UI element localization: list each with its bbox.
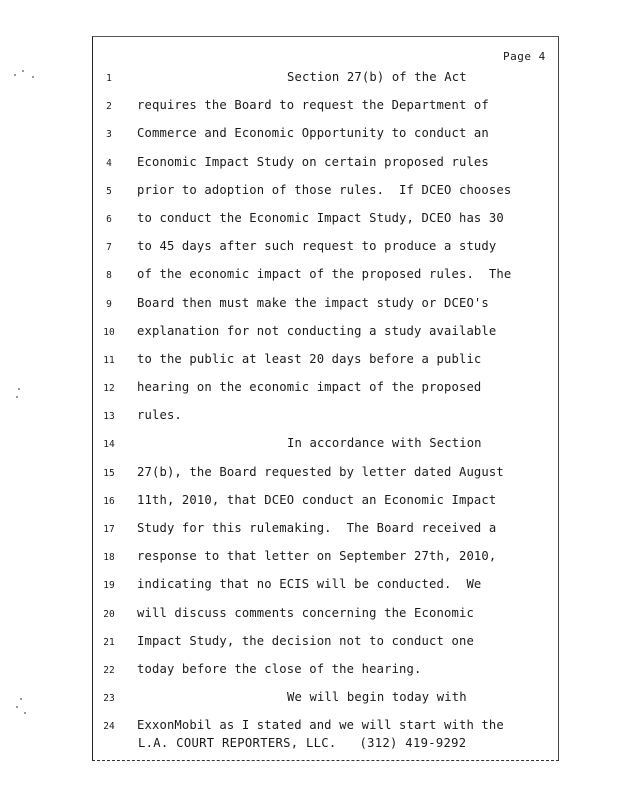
transcript-line — [100, 662, 550, 690]
line-text: explanation for not conducting a study available — [137, 323, 497, 338]
court-reporter-footer: L.A. COURT REPORTERS, LLC. (312) 419-9292 — [138, 736, 467, 750]
transcript-line — [100, 324, 550, 352]
transcript-line — [100, 155, 550, 183]
line-text: requires the Board to request the Department of — [137, 98, 489, 113]
scan-speck — [32, 76, 34, 78]
transcript-line — [100, 98, 550, 126]
line-number: 4 — [106, 157, 112, 169]
transcript-line — [100, 634, 550, 662]
scan-speck — [16, 706, 18, 708]
line-text: to the public at least 20 days before a public — [137, 351, 482, 366]
line-text: will discuss comments concerning the Economic — [137, 605, 474, 620]
line-number: 22 — [103, 664, 115, 676]
line-number: 2 — [106, 101, 112, 113]
line-number: 10 — [103, 326, 115, 338]
transcript-line — [100, 70, 550, 98]
line-number: 19 — [103, 580, 115, 592]
line-text: ExxonMobil as I stated and we will start with the — [137, 718, 504, 733]
line-number: 17 — [103, 524, 115, 535]
transcript-line — [100, 267, 550, 295]
transcript-body — [100, 70, 550, 747]
line-text: Board then must make the impact study or DCEO's — [137, 295, 489, 310]
line-text: response to that letter on September 27th, 2010, — [137, 549, 497, 564]
line-number: 3 — [106, 129, 112, 141]
line-text: Economic Impact Study on certain proposed rules — [137, 154, 489, 169]
line-text: of the economic impact of the proposed rules. The — [137, 267, 512, 282]
line-number: 6 — [106, 213, 112, 225]
line-number: 13 — [103, 411, 115, 423]
transcript-line — [100, 606, 550, 634]
transcript-line — [100, 352, 550, 380]
transcript-line — [100, 126, 550, 154]
transcript-line — [100, 239, 550, 267]
line-number: 9 — [106, 298, 112, 310]
line-number: 20 — [103, 608, 115, 620]
line-number: 5 — [106, 185, 112, 197]
line-text: 27(b), the Board requested by letter dated August — [137, 464, 504, 479]
transcript-line — [100, 690, 550, 718]
line-text: Study for this rulemaking. The Board received a — [137, 521, 497, 535]
line-text: to conduct the Economic Impact Study, DCEO has 30 — [137, 210, 504, 225]
line-text: Impact Study, the decision not to conduct one — [137, 633, 474, 648]
transcript-line — [100, 465, 550, 493]
scan-speck — [22, 70, 24, 72]
scan-speck — [20, 698, 22, 700]
transcript-line — [100, 521, 550, 549]
transcript-line — [100, 549, 550, 577]
transcript-line — [100, 183, 550, 211]
line-number: 23 — [103, 693, 115, 705]
transcript-line — [100, 493, 550, 521]
transcript-line — [100, 211, 550, 239]
line-number: 18 — [103, 552, 115, 564]
line-text: Section 27(b) of the Act — [287, 70, 467, 84]
line-text: In accordance with Section — [287, 436, 482, 451]
line-number: 8 — [106, 270, 112, 282]
scan-speck — [16, 396, 18, 398]
transcript-line — [100, 577, 550, 605]
line-number: 16 — [103, 495, 115, 507]
line-text: prior to adoption of those rules. If DCEO chooses — [137, 182, 512, 197]
transcript-line — [100, 436, 550, 464]
scan-speck — [14, 74, 16, 76]
line-number: 24 — [103, 721, 115, 733]
line-number: 12 — [103, 383, 115, 395]
bottom-rule — [92, 760, 559, 761]
scan-speck — [18, 388, 20, 390]
line-text: today before the close of the hearing. — [137, 661, 422, 676]
line-text: indicating that no ECIS will be conducted. We — [137, 577, 482, 592]
line-number: 11 — [103, 354, 115, 366]
line-number: 1 — [106, 73, 112, 84]
line-text: 11th, 2010, that DCEO conduct an Economic Impact — [137, 492, 497, 507]
scan-speck — [24, 712, 26, 714]
line-text: Commerce and Economic Opportunity to conduct an — [137, 126, 489, 141]
line-text: to 45 days after such request to produce a study — [137, 239, 497, 254]
page-number: Page 4 — [503, 50, 546, 63]
line-text: rules. — [137, 408, 182, 423]
line-text: We will begin today with — [287, 690, 467, 705]
line-text: hearing on the economic impact of the proposed — [137, 380, 482, 395]
transcript-line — [100, 408, 550, 436]
transcript-line — [100, 380, 550, 408]
line-number: 21 — [103, 636, 115, 648]
transcript-line — [100, 296, 550, 324]
line-number: 7 — [106, 242, 112, 254]
line-number: 14 — [103, 439, 115, 451]
line-number: 15 — [103, 467, 115, 479]
